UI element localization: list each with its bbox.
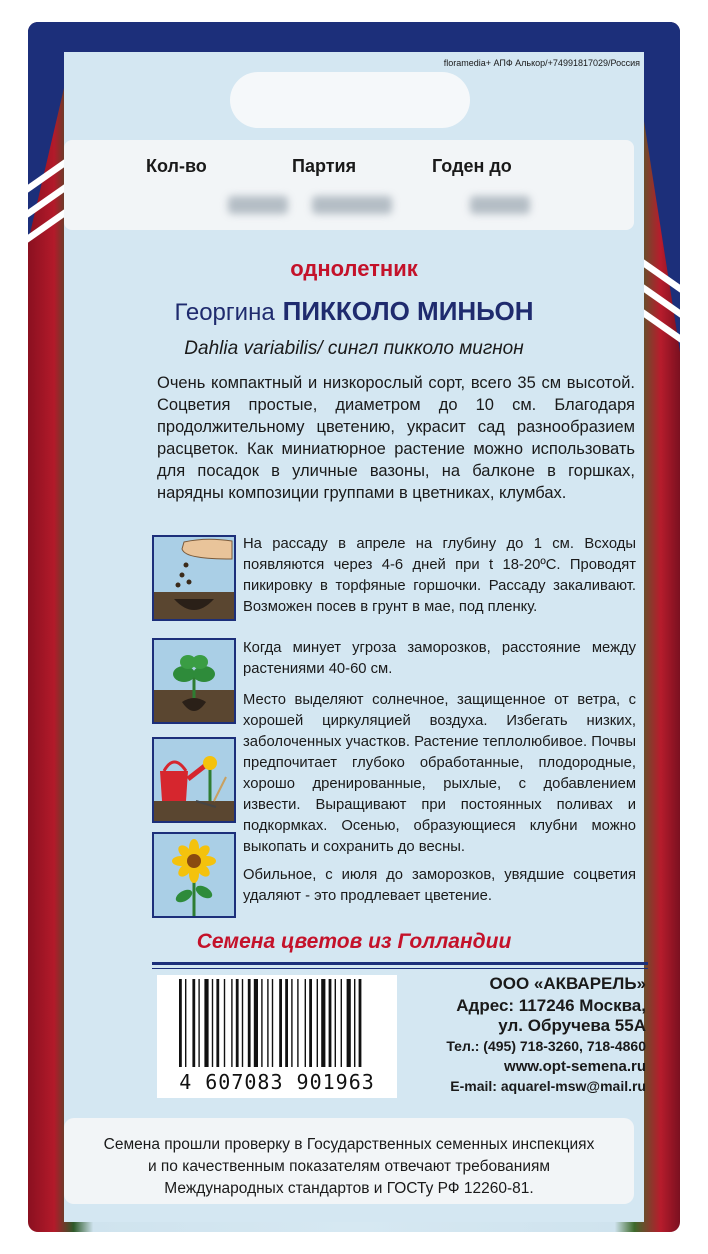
barcode-bar — [231, 979, 232, 1067]
barcode-bar — [212, 979, 213, 1067]
expiry-label: Годен до — [432, 156, 512, 176]
planting-instructions: Когда минует угроза заморозков, расстояние между растениями 40-60 см. — [243, 640, 636, 677]
barcode-bar — [279, 979, 282, 1067]
flower-icon — [152, 832, 236, 918]
barcode-bar — [254, 979, 258, 1067]
barcode-bar — [236, 979, 239, 1067]
barcode-bar — [297, 979, 298, 1067]
barcode-bar — [267, 979, 268, 1067]
divider — [152, 968, 648, 969]
barcode-bar — [335, 979, 336, 1067]
blurred-batch — [312, 196, 392, 214]
barcode-bar — [248, 979, 251, 1067]
barcode-bar — [291, 979, 292, 1067]
company-name: ООО «АКВАРЕЛЬ» — [489, 974, 646, 993]
barcode-bar — [216, 979, 219, 1067]
category-label: однолетник — [290, 256, 418, 281]
company-address-1: Адрес: 117246 Москва, — [456, 996, 646, 1015]
latin-name: Dahlia variabilis/ сингл пикколо мигнон — [184, 338, 524, 359]
sowing-icon — [152, 535, 236, 621]
product-title — [0, 296, 708, 327]
barcode-number: 4 607083 901963 — [179, 1070, 375, 1094]
divider — [152, 962, 648, 965]
blurred-qty — [228, 196, 288, 214]
company-website: www.opt-semena.ru — [504, 1058, 646, 1075]
barcode-bar — [347, 979, 351, 1067]
barcode-bar — [185, 979, 186, 1067]
barcode-bar — [329, 979, 332, 1067]
flowering-instructions: Обильное, с июля до заморозков, увядшие соцветия удаляют - это продлевает цветение. — [243, 867, 636, 904]
barcode-bar — [192, 979, 195, 1067]
batch-label-box — [64, 140, 634, 230]
company-phone: Тел.: (495) 718-3260, 718-4860 — [446, 1038, 646, 1054]
barcode-bar — [204, 979, 208, 1067]
slogan: Семена цветов из Голландии — [196, 930, 512, 953]
barcode-bar — [309, 979, 312, 1067]
barcode-bar — [317, 979, 318, 1067]
barcode-bar — [224, 979, 225, 1067]
seedling-icon — [152, 638, 236, 724]
blurred-expiry — [470, 196, 530, 214]
hang-slot — [230, 72, 470, 128]
barcode-bar — [321, 979, 325, 1067]
barcode-bar — [242, 979, 243, 1067]
qty-label: Кол-во — [146, 156, 207, 176]
barcode-bar — [285, 979, 288, 1067]
top-band — [28, 22, 680, 56]
genus-name: Георгина — [174, 299, 275, 326]
certification-line-3: Международных стандартов и ГОСТу РФ 12260-81. — [164, 1180, 534, 1197]
barcode-bar — [359, 979, 362, 1067]
care-instructions: Место выделяют солнечное, защищенное от ветра, с хорошей циркуляцией воздуха. Избегать низких, заболоченных участков. Растение теплолюбивое. Почвы предпочитает глубоко обработанные, плодородные, хорошо дренированные, рыхлые, с добавлением извести. Выращивают при постоянных поливах и подкормках. Осенью, образующиеся клубни можно выкопать и сохранить до весны. — [243, 692, 636, 855]
imprint-line: floramedia+ АПФ Алькор/+74991817029/Россия — [443, 58, 640, 68]
certification-line-2: и по качественным показателям отвечают требованиям — [147, 1158, 551, 1175]
variety-name: ПИККОЛО МИНЬОН — [282, 296, 534, 326]
barcode-bar — [305, 979, 306, 1067]
care-icon — [152, 737, 236, 823]
sowing-instructions: На рассаду в апреле на глубину до 1 см. Всходы появляются через 4-6 дней при t 18-20ºС. Проводят пикировку в торфяные горшочки. Рассаду закаливают. Возможен посев в грунт в мае, под пленку. — [243, 536, 636, 615]
barcode-bar — [272, 979, 273, 1067]
certification-text — [64, 1134, 634, 1200]
barcode-bar — [179, 979, 182, 1067]
description: Очень компактный и низкорослый сорт, всего 35 см высотой. Соцветия простые, диаметром до 10 см. Благодаря продолжительному цветению, украсит сад разнообразием расцветок. Как миниатюрное растение можно использовать для посадок в уличные вазоны, на балконе в горшках, нарядны композиции группами в цветниках, клумбах. — [157, 374, 635, 502]
company-email: E-mail: aquarel-msw@mail.ru — [450, 1078, 646, 1094]
barcode-bar — [354, 979, 355, 1067]
company-address-2: ул. Обручева 55А — [498, 1016, 646, 1035]
barcode-bar — [341, 979, 342, 1067]
batch-label: Партия — [292, 156, 357, 176]
barcode-bar — [198, 979, 199, 1067]
certification-line-1: Семена прошли проверку в Государственных семенных инспекциях — [103, 1136, 595, 1153]
barcode-bar — [261, 979, 262, 1067]
